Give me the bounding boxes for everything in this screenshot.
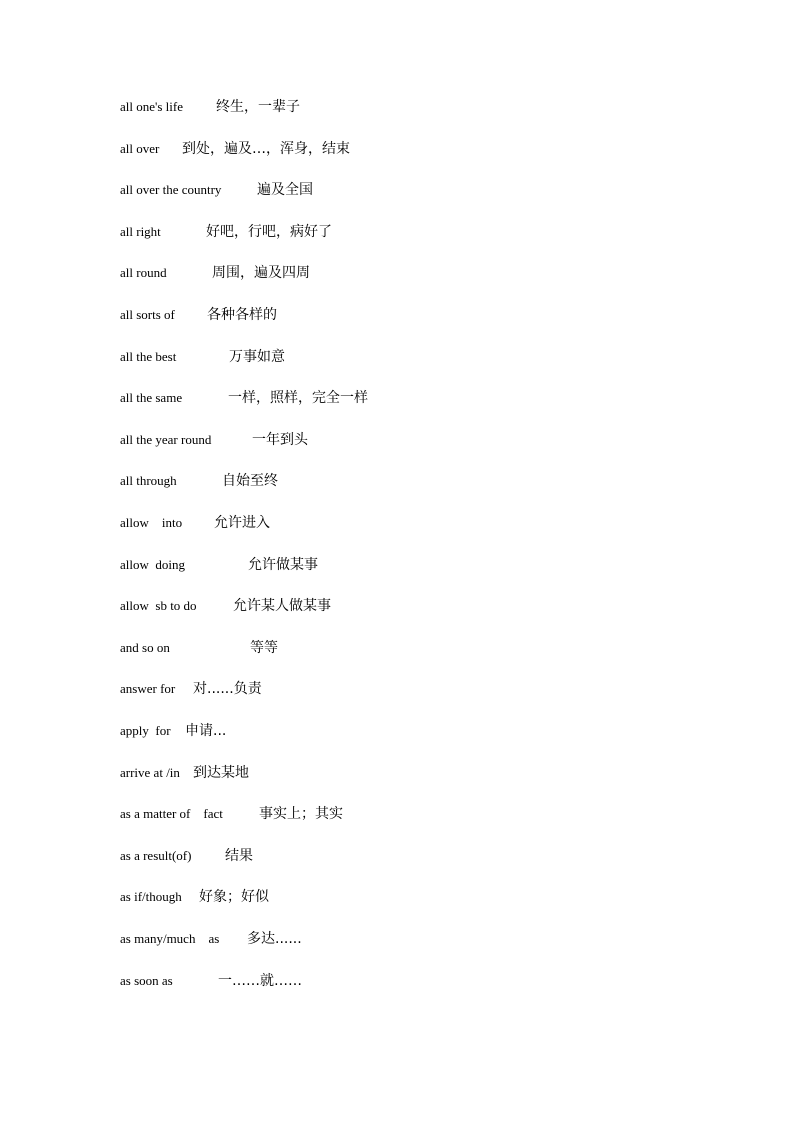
english-phrase: all over [120,141,160,156]
english-phrase: as soon as [120,973,173,988]
english-phrase: allow doing [120,557,185,572]
chinese-meaning: 好象；好似 [199,889,269,905]
english-phrase: all one's life [120,99,183,114]
chinese-meaning: 好吧，行吧，病好了 [206,224,332,240]
english-phrase: allow into [120,515,183,530]
english-phrase: all the year round [120,432,212,447]
chinese-meaning: 一样，照样，完全一样 [228,390,368,406]
chinese-meaning: 事实上；其实 [259,806,343,822]
chinese-meaning: 允许做某事 [248,557,318,573]
english-phrase: all over the country [120,182,222,197]
chinese-meaning: 周围，遍及四周 [212,265,310,281]
chinese-meaning: 允许进入 [214,515,270,531]
english-phrase: allow sb to do [120,598,197,613]
english-phrase: all sorts of [120,307,175,322]
english-phrase: all the same [120,390,183,405]
chinese-meaning: 终生，一辈子 [216,99,300,115]
english-phrase: all round [120,265,167,280]
chinese-meaning: 对......负责 [193,681,262,697]
chinese-meaning: 一……就…… [218,973,302,989]
english-phrase: all right [120,224,161,239]
chinese-meaning: 各种各样的 [207,307,277,323]
chinese-meaning: 自始至终 [222,473,278,489]
chinese-meaning: 万事如意 [229,349,285,365]
english-phrase: apply for [120,723,171,738]
chinese-meaning: 等等 [250,640,278,656]
chinese-meaning: 一年到头 [252,432,308,448]
english-phrase: answer for [120,681,176,696]
english-phrase: all through [120,473,177,488]
english-phrase: as many/much as [120,931,220,946]
chinese-meaning: 遍及全国 [257,182,313,198]
english-phrase: as a result(of) [120,848,192,863]
english-phrase: as a matter of fact [120,806,223,821]
chinese-meaning: 到处，遍及…，浑身，结束 [182,141,350,157]
chinese-meaning: 多达...... [247,931,302,947]
chinese-meaning: 申请... [185,723,227,739]
chinese-meaning: 允许某人做某事 [233,598,331,614]
english-phrase: as if/though [120,889,182,904]
chinese-meaning: 到达某地 [193,765,249,781]
english-phrase: arrive at /in [120,765,180,780]
chinese-meaning: 结果 [225,848,253,864]
english-phrase: and so on [120,640,170,655]
english-phrase: all the best [120,349,177,364]
